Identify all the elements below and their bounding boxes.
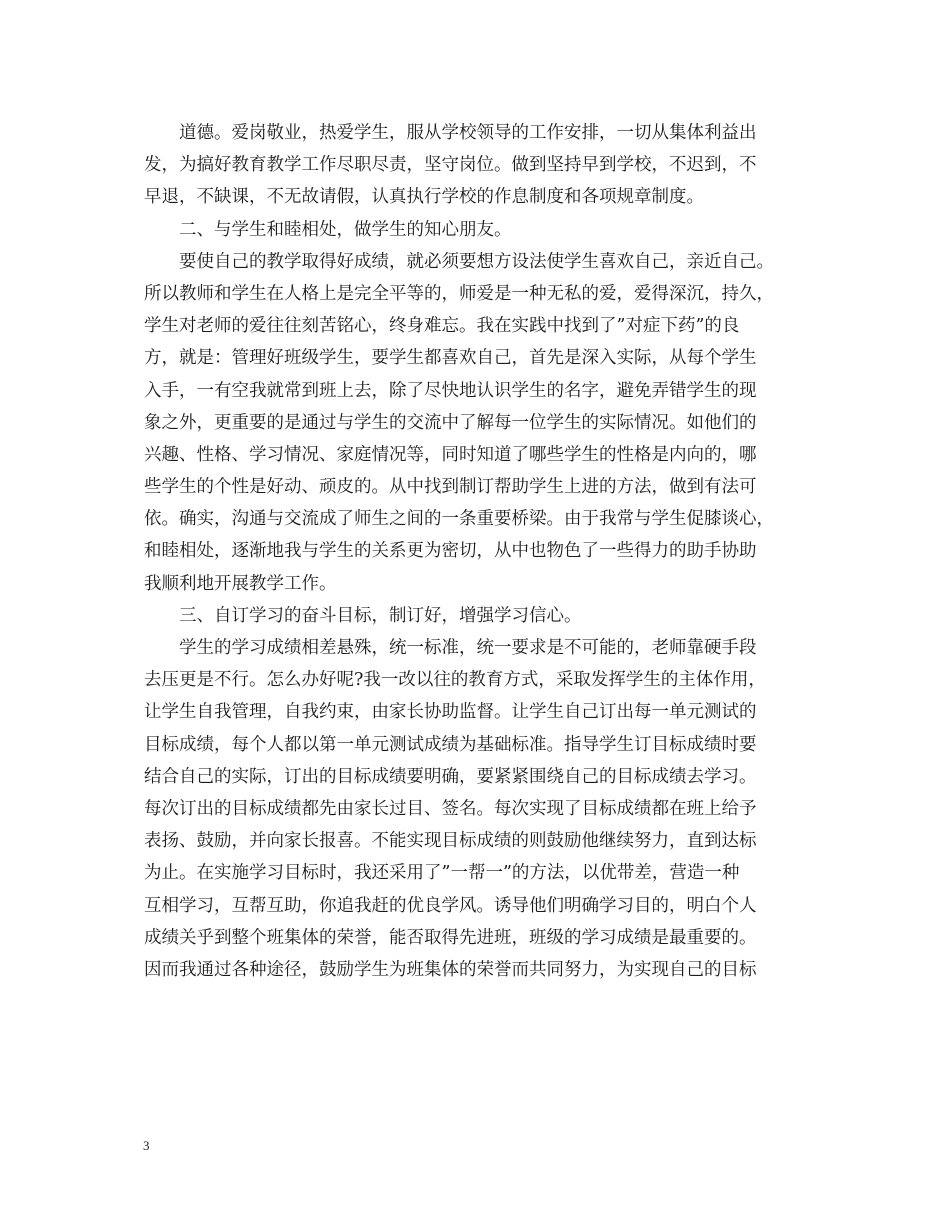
text-line: 目标成绩，每个人都以第一单元测试成绩为基础标准。指导学生订目标成绩时要 bbox=[144, 734, 757, 755]
text-line: 早退，不缺课，不无故请假，认真执行学校的作息制度和各项规章制度。 bbox=[144, 187, 704, 208]
text-line: 和睦相处，逐渐地我与学生的关系更为密切，从中也物色了一些得力的助手协助 bbox=[144, 541, 757, 562]
text-line: 二、与学生和睦相处，做学生的知心朋友。 bbox=[179, 219, 512, 240]
text-line: 些学生的个性是好动、顽皮的。从中找到制订帮助学生上进的方法，做到有法可 bbox=[144, 477, 757, 498]
text-line: 成绩关乎到整个班集体的荣誉，能否取得先进班，班级的学习成绩是最重要的。 bbox=[144, 927, 757, 948]
text-line: 学生的学习成绩相差悬殊，统一标准，统一要求是不可能的，老师靠硬手段 bbox=[179, 638, 757, 658]
text-line: 因而我通过各种途径，鼓励学生为班集体的荣誉而共同努力，为实现自己的目标 bbox=[144, 959, 757, 980]
text-line: 要使自己的教学取得好成绩，就必须要想方设法使学生喜欢自己，亲近自己。 bbox=[179, 251, 774, 272]
text-line: 兴趣、性格、学习情况、家庭情况等，同时知道了哪些学生的性格是内向的，哪 bbox=[144, 444, 757, 465]
text-line: 表扬、鼓励，并向家长报喜。不能实现目标成绩的则鼓励他继续努力，直到达标 bbox=[144, 831, 757, 852]
text-line: 每次订出的目标成绩都先由家长过目、签名。每次实现了目标成绩都在班上给予 bbox=[144, 798, 757, 819]
text-line: 发，为搞好教育教学工作尽职尽责，坚守岗位。做到坚持早到学校，不迟到，不 bbox=[144, 155, 757, 176]
text-line: 三、自订学习的奋斗目标，制订好，增强学习信心。 bbox=[179, 605, 582, 626]
text-line: 互相学习，互帮互助，你追我赶的优良学风。诱导他们明确学习目的，明白个人 bbox=[144, 895, 757, 916]
text-line: 去压更是不行。怎么办好呢?我一改以往的教育方式，采取发挥学生的主体作用， bbox=[144, 670, 766, 691]
text-line: 学生对老师的爱往往刻苦铭心，终身难忘。我在实践中找到了”对症下药”的良 bbox=[144, 316, 740, 337]
text-line: 所以教师和学生在人格上是完全平等的，师爱是一种无私的爱，爱得深沉，持久， bbox=[144, 283, 774, 304]
text-line: 道德。爱岗敬业，热爱学生，服从学校领导的工作安排，一切从集体利益出 bbox=[179, 123, 757, 143]
text-line: 我顺利地开展教学工作。 bbox=[144, 573, 337, 594]
text-line: 为止。在实施学习目标时，我还采用了”一帮一”的方法，以优带差，营造一种 bbox=[144, 863, 740, 884]
text-line: 让学生自我管理，自我约束，由家长协助监督。让学生自己订出每一单元测试的 bbox=[144, 702, 757, 723]
page-number: 3 bbox=[143, 1138, 150, 1153]
body-text bbox=[144, 117, 824, 986]
text-line: 象之外，更重要的是通过与学生的交流中了解每一位学生的实际情况。如他们的 bbox=[144, 412, 757, 433]
text-line: 结合自己的实际，订出的目标成绩要明确，要紧紧围绕自己的目标成绩去学习。 bbox=[144, 766, 757, 787]
text-line: 入手，一有空我就常到班上去，除了尽快地认识学生的名字，避免弄错学生的现 bbox=[144, 380, 757, 401]
text-line: 方，就是：管理好班级学生，要学生都喜欢自己，首先是深入实际，从每个学生 bbox=[144, 348, 757, 369]
text-line: 依。确实，沟通与交流成了师生之间的一条重要桥梁。由于我常与学生促膝谈心， bbox=[144, 509, 774, 530]
